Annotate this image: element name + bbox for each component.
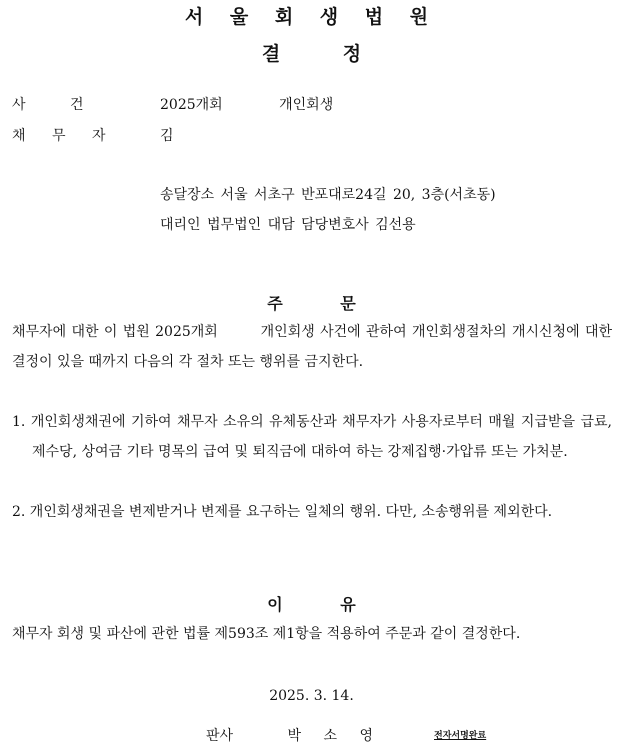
- debtor-label: 채 무 자: [12, 128, 106, 144]
- reason-paragraph: 채무자 회생 및 파산에 관한 법률 제593조 제1항을 적용하여 주문과 같이 결정한다.: [12, 626, 521, 642]
- attorney-line: 대리인 법무법인 대담 담당변호사 김선용: [160, 217, 416, 233]
- judge-line: [206, 725, 375, 745]
- order-intro-paragraph: 채무자에 대한 이 법원 2025개회 개인회생 사건에 관하여 개인회생절차의 개시신청에 대한 결정이 있을 때까지 다음의 각 절차 또는 행위를 금지한다.: [12, 324, 617, 370]
- order-section-title: 주 문: [267, 294, 356, 313]
- e-signature-mark: 전자서명완료: [434, 731, 487, 741]
- order-item-1: 1. 개인회생채권에 기하여 채무자 소유의 유체동산과 채무자가 사용자로부터 매월 지급받을 급료, 제수당, 상여금 기타 명목의 급여 및 퇴직금에 대하여 하는 강제집행·가압류 또는 가처분.: [12, 414, 612, 460]
- judge-name: 박 소 영: [287, 728, 375, 744]
- decision-date: 2025. 3. 14.: [269, 688, 354, 704]
- judge-title: 판사: [206, 728, 234, 744]
- case-label: 사 건: [12, 97, 84, 113]
- debtor-name: 김: [160, 128, 174, 144]
- court-name: 서 울 회 생 법 원: [184, 6, 439, 28]
- reason-section-title: 이 유: [267, 595, 356, 614]
- order-item-2: 2. 개인회생채권을 변제받거나 변제를 요구하는 일체의 행위. 다만, 소송행위를 제외한다.: [12, 504, 553, 520]
- document-title: 결 정: [261, 43, 362, 65]
- service-address: 송달장소 서울 서초구 반포대로24길 20, 3층(서초동): [160, 187, 496, 203]
- case-number: 2025개회 개인회생: [160, 97, 334, 113]
